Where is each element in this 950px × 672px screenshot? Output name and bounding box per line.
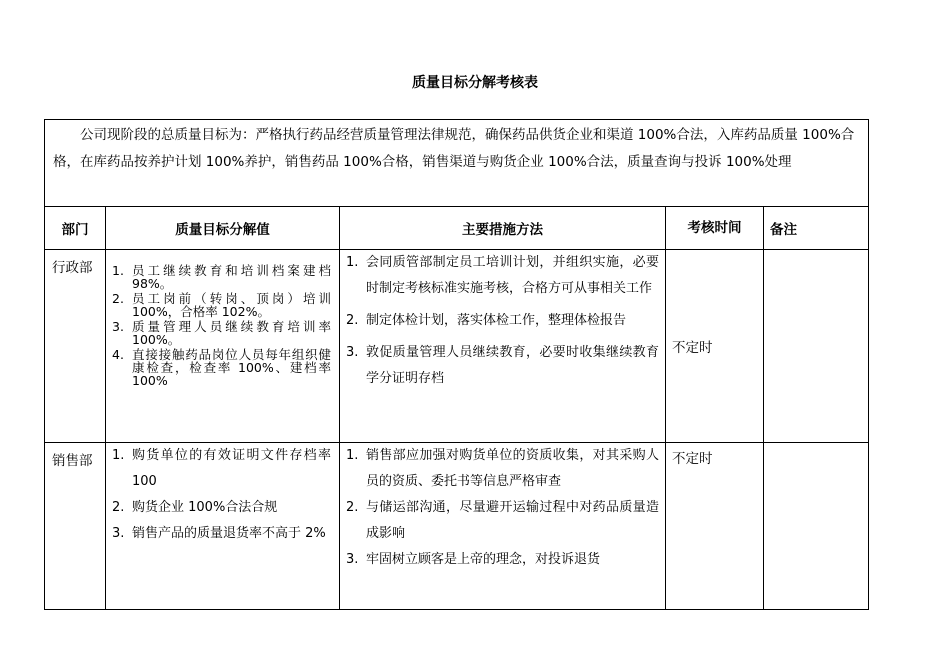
goals-list xyxy=(106,250,339,387)
list-item: 4. 直接接触药品岗位人员每年组织健康检查，检查率 100%、建档率 100% xyxy=(112,347,331,388)
measures-cell xyxy=(340,250,666,443)
list-item: 3. 牢固树立顾客是上帝的理念，对投诉退货 xyxy=(346,552,601,567)
remark-cell xyxy=(764,250,869,443)
table-row xyxy=(45,443,869,610)
time-cell: 不定时 xyxy=(666,443,764,610)
list-item: 2. 购货企业 100%合法合规 xyxy=(112,500,278,515)
list-item: 3. 敦促质量管理人员继续教育，必要时收集继续教育学分证明存档 xyxy=(346,345,659,386)
measures-list xyxy=(340,250,665,392)
list-item: 3. 销售产品的质量退货率不高于 2% xyxy=(112,526,326,541)
header-measures: 主要措施方法 xyxy=(340,207,666,250)
dept-cell: 行政部 xyxy=(45,250,106,443)
table-header-row xyxy=(45,207,869,250)
list-item: 1. 销售部应加强对购货单位的资质收集，对其采购人员的资质、委托书等信息严格审查 xyxy=(346,448,659,489)
measures-cell xyxy=(340,443,666,610)
header-goals: 质量目标分解值 xyxy=(106,207,340,250)
list-item: 1. 会同质管部制定员工培训计划，并组织实施，必要时制定考核标准实施考核，合格方可从事相关工作 xyxy=(346,255,659,296)
overall-goal-text: 公司现阶段的总质量目标为：严格执行药品经营质量管理法律规范，确保药品供货企业和渠道 100%合法，入库药品质量 100%合格，在库药品按养护计划 100%养护，销售药品 100%合格，销售渠道与购货企业 100%合法，质量查询与投诉 100%处理 xyxy=(53,127,855,170)
header-remark-label: 备注 xyxy=(770,222,797,238)
remark-cell xyxy=(764,443,869,610)
goals-cell xyxy=(106,250,340,443)
table-row xyxy=(45,250,869,443)
list-item: 3. 质量管理人员继续教育培训率 100%。 xyxy=(112,319,331,347)
goals-cell xyxy=(106,443,340,610)
header-time-label: 考核时间 xyxy=(687,220,742,236)
list-item: 2. 制定体检计划，落实体检工作，整理体检报告 xyxy=(346,313,627,328)
list-item: 1. 购货单位的有效证明文件存档率 100 xyxy=(112,448,331,489)
list-item: 2. 员工岗前（转岗、顶岗）培训 100%，合格率 102%。 xyxy=(112,291,331,319)
header-dept: 部门 xyxy=(45,207,106,250)
time-cell: 不定时 xyxy=(666,250,764,443)
overall-goal-cell xyxy=(45,120,869,207)
header-remark xyxy=(764,207,869,250)
header-time xyxy=(666,207,764,250)
measures-list xyxy=(340,443,665,573)
goals-list xyxy=(106,443,339,547)
list-item: 2. 与储运部沟通，尽量避开运输过程中对药品质量造成影响 xyxy=(346,500,659,541)
dept-cell: 销售部 xyxy=(45,443,106,610)
quality-goal-table xyxy=(44,119,869,610)
page-title: 质量目标分解考核表 xyxy=(412,75,538,91)
list-item: 1. 员工继续教育和培训档案建档 98%。 xyxy=(112,263,331,291)
